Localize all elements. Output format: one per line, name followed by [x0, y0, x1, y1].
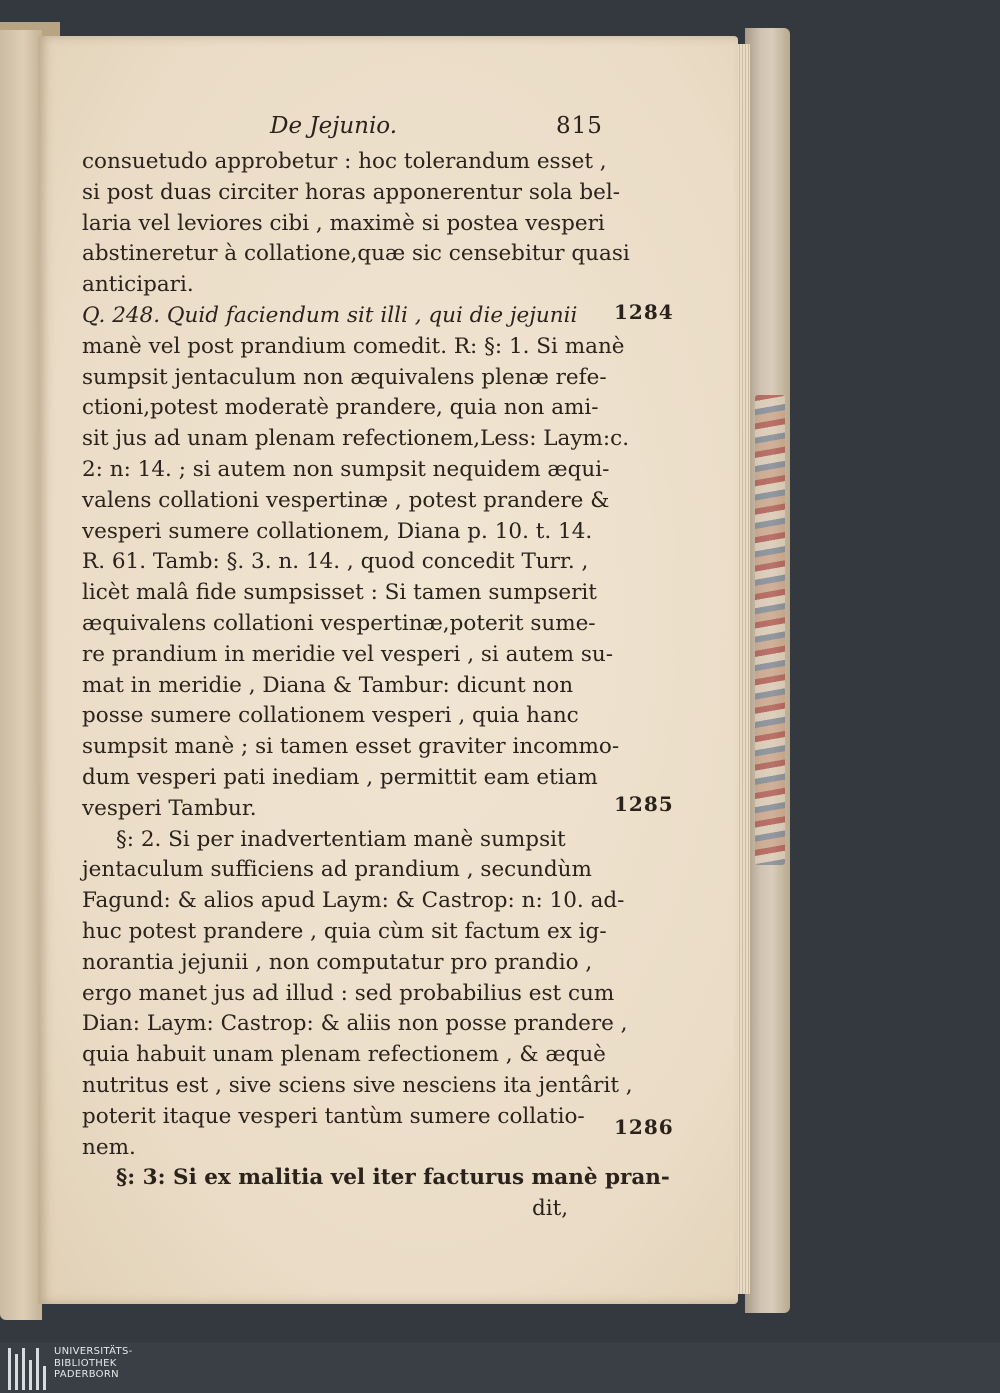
text-line: mat in meridie , Diana & Tambur: dicunt non — [82, 672, 574, 698]
text-line: norantia jejunii , non computatur pro prandio , — [82, 949, 593, 975]
text-line: abstineretur à collatione,quæ sic censebitur quasi — [82, 241, 630, 267]
text-line: nutritus est , sive sciens sive nesciens ita jentârit , — [82, 1072, 633, 1098]
text-line: vesperi sumere collationem, Diana p. 10. t. 14. — [82, 518, 593, 544]
text-line: ctioni,potest moderatè prandere, quia non ami- — [82, 395, 599, 421]
text-line: laria vel leviores cibi , maximè si postea vesperi — [82, 210, 605, 236]
running-head-title: De Jejunio. — [270, 113, 398, 139]
library-footer — [0, 1343, 1000, 1393]
text-line: anticipari. — [82, 272, 194, 298]
text-line: Dian: Laym: Castrop: & aliis non posse prandere , — [82, 1011, 628, 1037]
text-line: R. 61. Tamb: §. 3. n. 14. , quod concedit Turr. , — [82, 549, 589, 575]
text-line: huc potest prandere , quia cùm sit factum ex ig- — [82, 918, 607, 944]
text-line: si post duas circiter horas apponerentur sola bel- — [82, 179, 621, 205]
library-logo-icon — [8, 1348, 48, 1390]
question-line: Q. 248. Quid faciendum sit illi , qui die jejunii — [82, 302, 578, 328]
text-line: 2: n: 14. ; si autem non sumpsit nequidem æqui- — [82, 456, 610, 482]
text-line: vesperi Tambur. — [82, 795, 257, 821]
text-line: jentaculum sufficiens ad prandium , secundùm — [82, 857, 592, 883]
text-line: valens collationi vespertinæ , potest prandere & — [82, 487, 610, 513]
text-line: sumpsit manè ; si tamen esset graviter incommo- — [82, 734, 620, 760]
marbled-endpaper — [755, 395, 785, 865]
margin-number: 1286 — [614, 1115, 674, 1139]
text-line: nem. — [82, 1134, 136, 1160]
text-line: re prandium in meridie vel vesperi , si autem su- — [82, 641, 614, 667]
text-line: §: 2. Si per inadvertentiam manè sumpsit — [116, 826, 566, 852]
text-line: sumpsit jentaculum non æquivalens plenæ refe- — [82, 364, 607, 390]
facing-page-edge — [0, 30, 42, 1320]
text-line: manè vel post prandium comedit. R: §: 1. Si manè — [82, 333, 625, 359]
page-number: 815 — [556, 113, 603, 139]
text-line: posse sumere collationem vesperi , quia hanc — [82, 703, 579, 729]
margin-number: 1284 — [614, 300, 674, 324]
catchword: dit, — [532, 1196, 569, 1222]
text-line: poterit itaque vesperi tantùm sumere collatio- — [82, 1103, 585, 1129]
text-line: consuetudo approbetur : hoc tolerandum esset , — [82, 149, 607, 174]
text-line: dum vesperi pati inediam , permittit eam etiam — [82, 764, 598, 790]
text-line: licèt malâ fide sumpsisset : Si tamen sumpserit — [82, 580, 597, 606]
library-name: UNIVERSITÄTS- BIBLIOTHEK PADERBORN — [54, 1346, 133, 1380]
text-line: ergo manet jus ad illud : sed probabilius est cum — [82, 980, 615, 1006]
margin-number: 1285 — [614, 792, 674, 816]
text-line: æquivalens collationi vespertinæ,poterit sume- — [82, 610, 596, 636]
text-line: quia habuit unam plenam refectionem , & æquè — [82, 1042, 606, 1068]
text-line: Fagund: & alios apud Laym: & Castrop: n: 10. ad- — [82, 888, 625, 914]
text-line: sit jus ad unam plenam refectionem,Less: Laym:c. — [82, 426, 630, 452]
text-line: §: 3: Si ex malitia vel iter facturus manè pran- — [116, 1165, 670, 1191]
